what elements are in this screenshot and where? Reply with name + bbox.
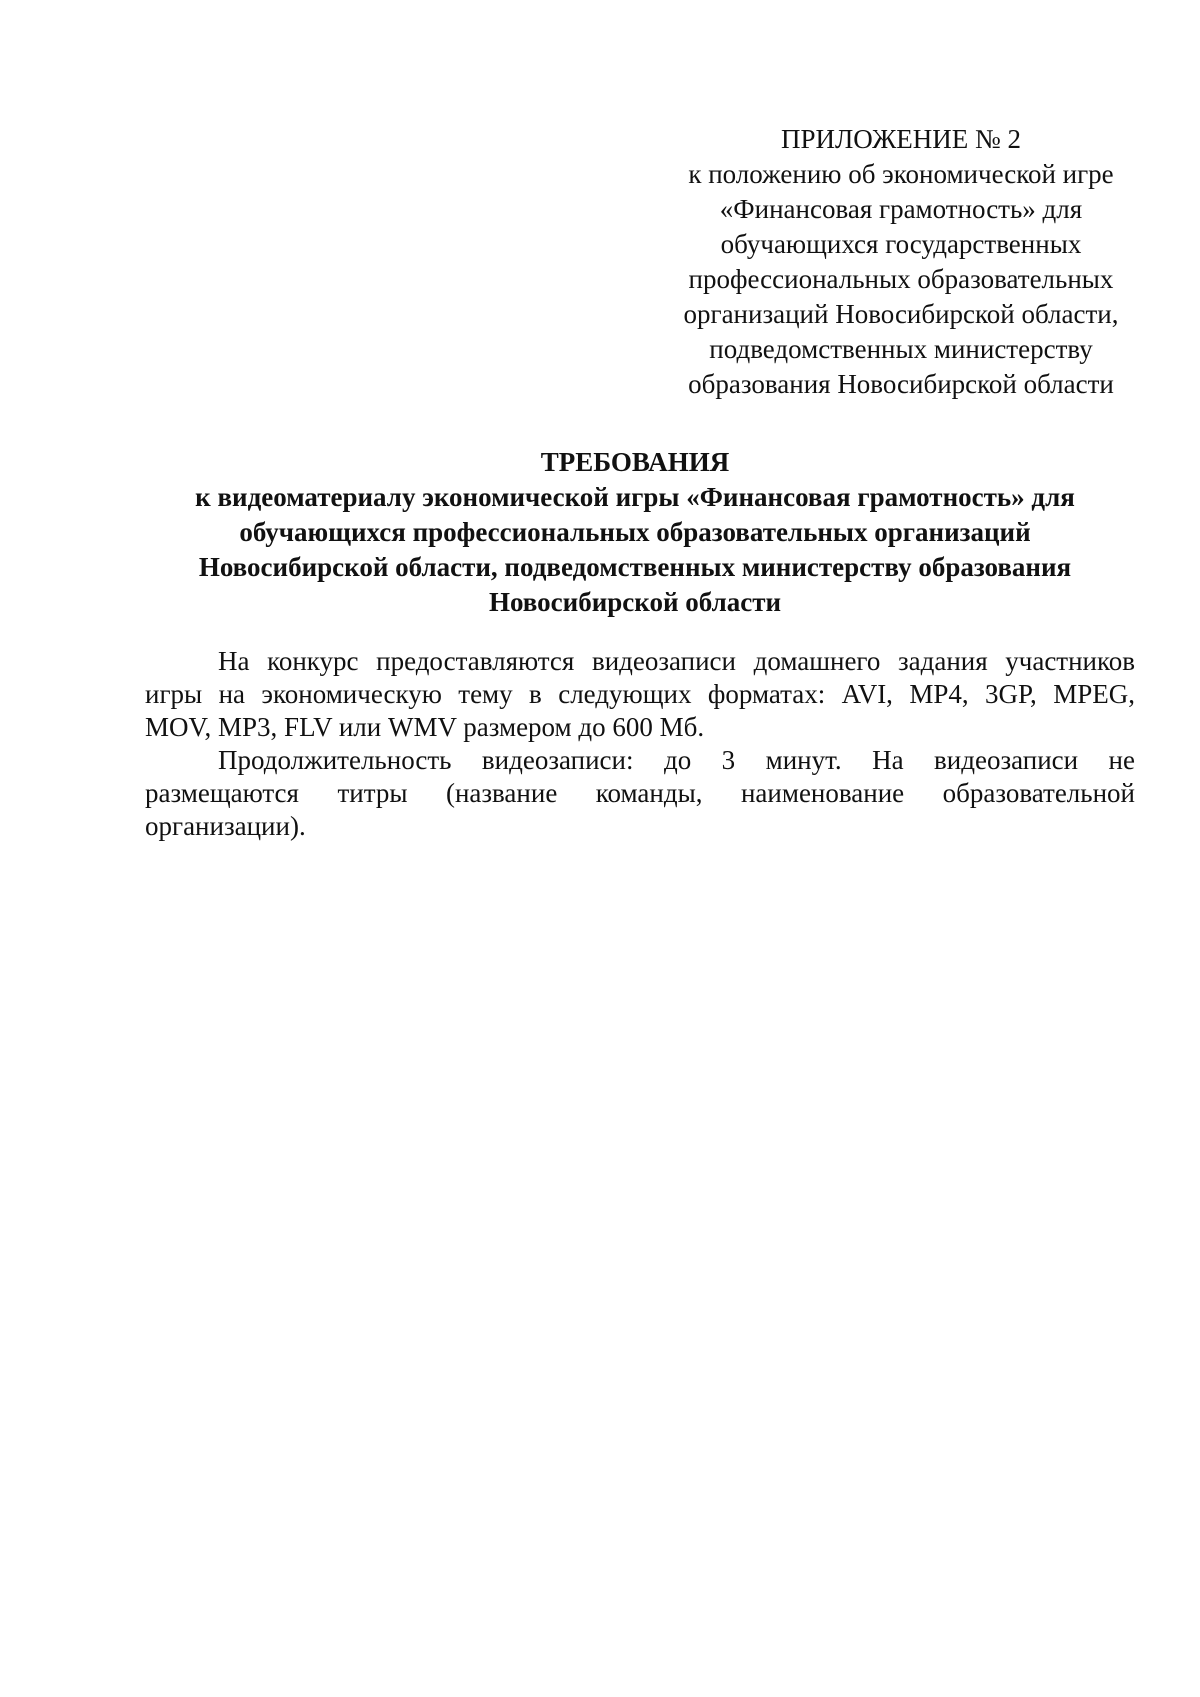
paragraph-line: На конкурс предоставляются видеозаписи домашнего задания участников (218, 646, 1135, 676)
appendix-line: образования Новосибирской области (688, 369, 1114, 399)
document-title (140, 445, 1130, 620)
title-subtitle-line: обучающихся профессиональных образовательных организаций (239, 517, 1031, 547)
title-heading: ТРЕБОВАНИЯ (540, 447, 730, 477)
document-body (145, 645, 1135, 843)
body-paragraph-formats (145, 645, 1135, 744)
appendix-number: ПРИЛОЖЕНИЕ № 2 (780, 124, 1022, 154)
appendix-line: организаций Новосибирской области, (683, 299, 1119, 329)
appendix-header (666, 122, 1136, 402)
paragraph-line: игры на экономическую тему в следующих форматах: AVI, MP4, 3GP, MPEG, (145, 679, 1135, 709)
title-subtitle-line: Новосибирской области, подведомственных министерству образования (198, 552, 1072, 582)
appendix-line: «Финансовая грамотность» для (719, 194, 1083, 224)
appendix-line: к положению об экономической игре (688, 159, 1114, 189)
appendix-line: профессиональных образовательных (688, 264, 1114, 294)
paragraph-line: MOV, MP3, FLV или WMV размером до 600 Мб. (145, 712, 705, 742)
title-subtitle-line: к видеоматериалу экономической игры «Финансовая грамотность» для (195, 482, 1075, 512)
appendix-line: подведомственных министерству (709, 334, 1093, 364)
body-paragraph-duration (145, 744, 1135, 843)
paragraph-line: Продолжительность видеозаписи: до 3 минут. На видеозаписи не (218, 745, 1135, 775)
appendix-line: обучающихся государственных (720, 229, 1082, 259)
title-subtitle-line: Новосибирской области (488, 587, 782, 617)
paragraph-line: размещаются титры (название команды, наименование образовательной (145, 778, 1135, 808)
paragraph-line: организации). (145, 811, 306, 841)
